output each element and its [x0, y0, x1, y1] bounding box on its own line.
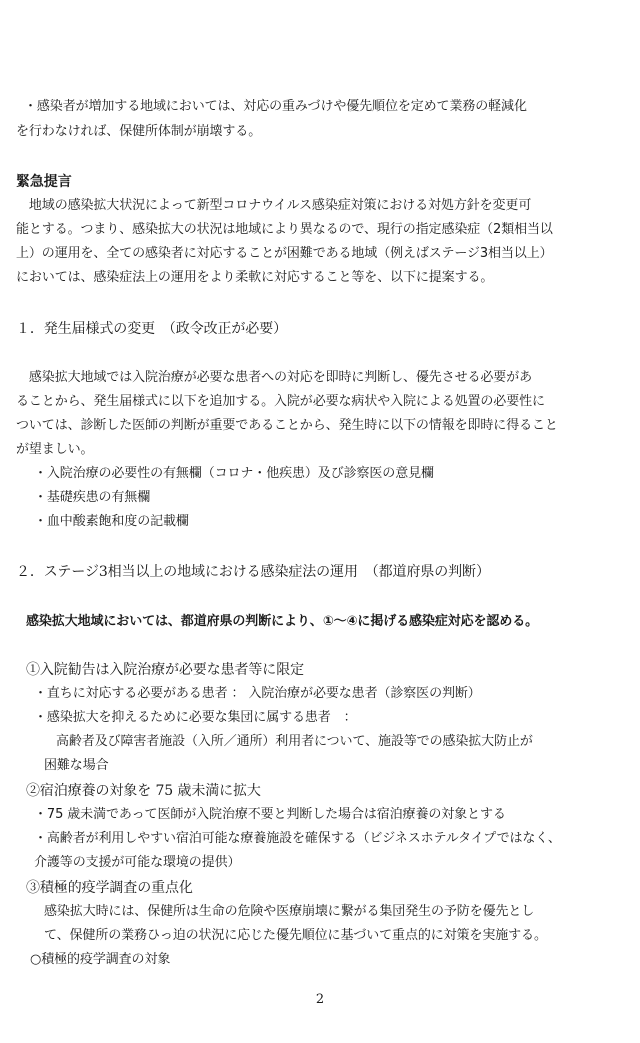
- item1-line-4: 困難な場合: [44, 758, 109, 773]
- item2-line-1: ・75 歳未満であって医師が入院治療不要と判断した場合は宿泊療養の対象とする: [34, 807, 506, 822]
- emergency-heading: 緊急提言: [16, 174, 72, 190]
- section2-title: ２．ステージ3相当以上の地域における感染症法の運用 （都道府県の判断）: [16, 564, 490, 580]
- section1-line-3: ついては、診断した医師の判断が重要であることから、発生時に以下の情報を即時に得ること: [16, 418, 558, 433]
- emergency-line-3: 上）の運用を、全ての感染者に対応することが困難である地域（例えばステージ3相当以上）: [16, 246, 553, 261]
- page-number: 2: [315, 992, 325, 1007]
- section1-bullet-1: ・入院治療の必要性の有無欄（コロナ・他疾患）及び診察医の意見欄: [34, 466, 434, 481]
- section2-bold-statement: 感染拡大地域においては、都道府県の判断により、①～④に掲げる感染症対応を認める。: [26, 614, 539, 629]
- item1-line-3: 高齢者及び障害者施設（入所／通所）利用者について、施設等での感染拡大防止が: [56, 734, 533, 749]
- intro-line-1: ・感染者が増加する地域においては、対応の重みづけや優先順位を定めて業務の軽減化: [24, 99, 527, 114]
- section1-bullet-2: ・基礎疾患の有無欄: [34, 490, 151, 505]
- section1-line-1: 感染拡大地域では入院治療が必要な患者への対応を即時に判断し、優先させる必要があ: [16, 370, 533, 385]
- emergency-line-1: 地域の感染拡大状況によって新型コロナウイルス感染症対策における対処方針を変更可: [16, 198, 532, 213]
- section1-bullet-3: ・血中酸素飽和度の記載欄: [34, 514, 189, 529]
- section1-title: １．発生届様式の変更 （政令改正が必要）: [16, 321, 287, 337]
- item1-heading: ①入院勧告は入院治療が必要な患者等に限定: [26, 662, 304, 678]
- item3-line-3: ○積極的疫学調査の対象: [30, 952, 171, 967]
- item1-line-2: ・感染拡大を抑えるために必要な集団に属する患者 ：: [34, 710, 357, 725]
- item2-line-3: 介護等の支援が可能な環境の提供）: [34, 855, 241, 870]
- item3-heading: ③積極的疫学調査の重点化: [26, 880, 193, 896]
- item2-line-2: ・高齢者が利用しやすい宿泊可能な療養施設を確保する（ビジネスホテルタイプではなく、: [34, 831, 561, 846]
- item3-line-1: 感染拡大時には、保健所は生命の危険や医療崩壊に繋がる集団発生の予防を優先とし: [44, 904, 535, 919]
- item2-heading: ②宿泊療養の対象を 75 歳未満に拡大: [26, 783, 261, 799]
- section1-line-2: ることから、発生届様式に以下を追加する。入院が必要な病状や入院による処置の必要性に: [16, 394, 545, 409]
- emergency-line-4: においては、感染症法上の運用をより柔軟に対応すること等を、以下に提案する。: [16, 270, 494, 285]
- section1-line-4: が望ましい。: [16, 442, 94, 457]
- emergency-line-2: 能とする。つまり、感染拡大の状況は地域により異なるので、現行の指定感染症（2類相当以: [16, 222, 553, 237]
- item3-line-2: て、保健所の業務ひっ迫の状況に応じた優先順位に基づいて重点的に対策を実施する。: [44, 928, 547, 943]
- intro-line-2: を行わなければ、保健所体制が崩壊する。: [16, 124, 262, 139]
- item1-line-1: ・直ちに対応する必要がある患者 ： 入院治療が必要な患者（診察医の判断）: [34, 686, 481, 701]
